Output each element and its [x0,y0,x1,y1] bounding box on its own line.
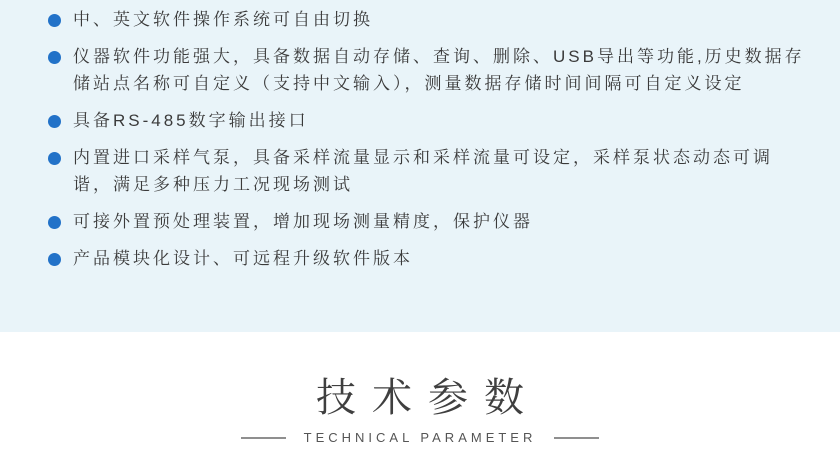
feature-text: 产品模块化设计、可远程升级软件版本 [73,249,413,268]
section-subtitle: TECHNICAL PARAMETER [303,430,537,445]
feature-text: 仪器软件功能强大，具备数据自动存储、查询、删除、USB导出等功能,历史数据存储站点名称可自定义（支持中文输入），测量数据存储时间间隔可自定义设定 [73,47,805,93]
section-subtitle-row [0,430,840,445]
bullet-dot-icon [48,152,61,165]
left-rule-divider [241,437,286,439]
feature-list [48,6,812,272]
feature-text: 具备RS-485数字输出接口 [73,111,309,130]
bullet-dot-icon [48,216,61,229]
feature-text: 中、英文软件操作系统可自由切换 [73,10,373,29]
feature-item [48,208,812,235]
bullet-dot-icon [48,14,61,27]
right-rule-divider [554,437,599,439]
feature-text: 内置进口采样气泵，具备采样流量显示和采样流量可设定，采样泵状态动态可调谐，满足多种压力工况现场测试 [73,148,773,194]
feature-item [48,245,812,272]
section-header [0,332,840,445]
feature-text: 可接外置预处理装置，增加现场测量精度，保护仪器 [73,212,533,231]
feature-item [48,43,812,97]
feature-item [48,107,812,134]
section-title: 技术参数 [316,376,540,420]
bullet-dot-icon [48,115,61,128]
bullet-dot-icon [48,253,61,266]
feature-item [48,6,812,33]
feature-item [48,144,812,198]
bullet-dot-icon [48,51,61,64]
